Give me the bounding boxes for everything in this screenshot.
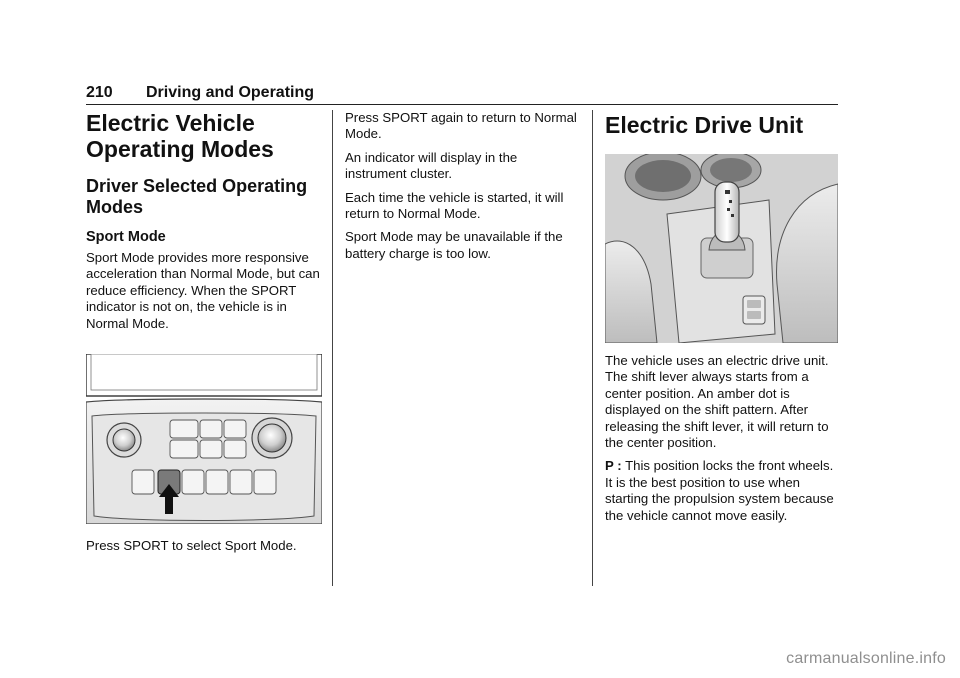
heading-electric-drive-unit: Electric Drive Unit bbox=[605, 112, 804, 138]
park-text: This position locks the front wheels. It is the best position to use when starting the propulsion system because the vehicle cannot move easily. bbox=[605, 458, 834, 523]
page-header bbox=[86, 82, 838, 105]
shift-lever-illustration bbox=[605, 154, 838, 343]
column-divider-right bbox=[592, 110, 593, 586]
heading-electric-vehicle-operating-modes: Electric Vehicle Operating Modes bbox=[86, 110, 274, 162]
watermark: carmanualsonline.info bbox=[786, 650, 946, 667]
paragraph-indicator: An indicator will display in the instrument cluster. bbox=[345, 149, 518, 182]
column-middle bbox=[345, 110, 581, 269]
sport-button-console-illustration bbox=[86, 354, 322, 524]
page-number: 210 bbox=[86, 84, 113, 101]
paragraph-vehicle-started: Each time the vehicle is started, it will return to Normal Mode. bbox=[345, 189, 564, 222]
paragraph-electric-drive-unit: The vehicle uses an electric drive unit. The shift lever always starts from a center position. An amber dot is displayed on the shift pattern. After releasing the shift lever, it will return to the center position. bbox=[605, 353, 829, 451]
paragraph-sport-mode: Sport Mode provides more responsive acceleration than Normal Mode, but can reduce efficiency. When the SPORT indicator is not on, the vehicle is in Normal Mode. bbox=[86, 250, 320, 331]
paragraph-return-normal-mode: Press SPORT again to return to Normal Mode. bbox=[345, 110, 577, 142]
park-label: P : bbox=[605, 458, 622, 474]
caption-press-sport: Press SPORT to select Sport Mode. bbox=[86, 538, 297, 554]
column-left bbox=[86, 110, 322, 561]
heading-sport-mode: Sport Mode bbox=[86, 229, 166, 245]
section-title: Driving and Operating bbox=[146, 84, 315, 101]
heading-driver-selected-operating-modes: Driver Selected Operating Modes bbox=[86, 176, 308, 217]
column-right bbox=[605, 110, 838, 531]
paragraph-park-position bbox=[605, 458, 838, 524]
paragraph-battery-low: Sport Mode may be unavailable if the battery charge is too low. bbox=[345, 229, 563, 261]
column-divider-left bbox=[332, 110, 333, 586]
